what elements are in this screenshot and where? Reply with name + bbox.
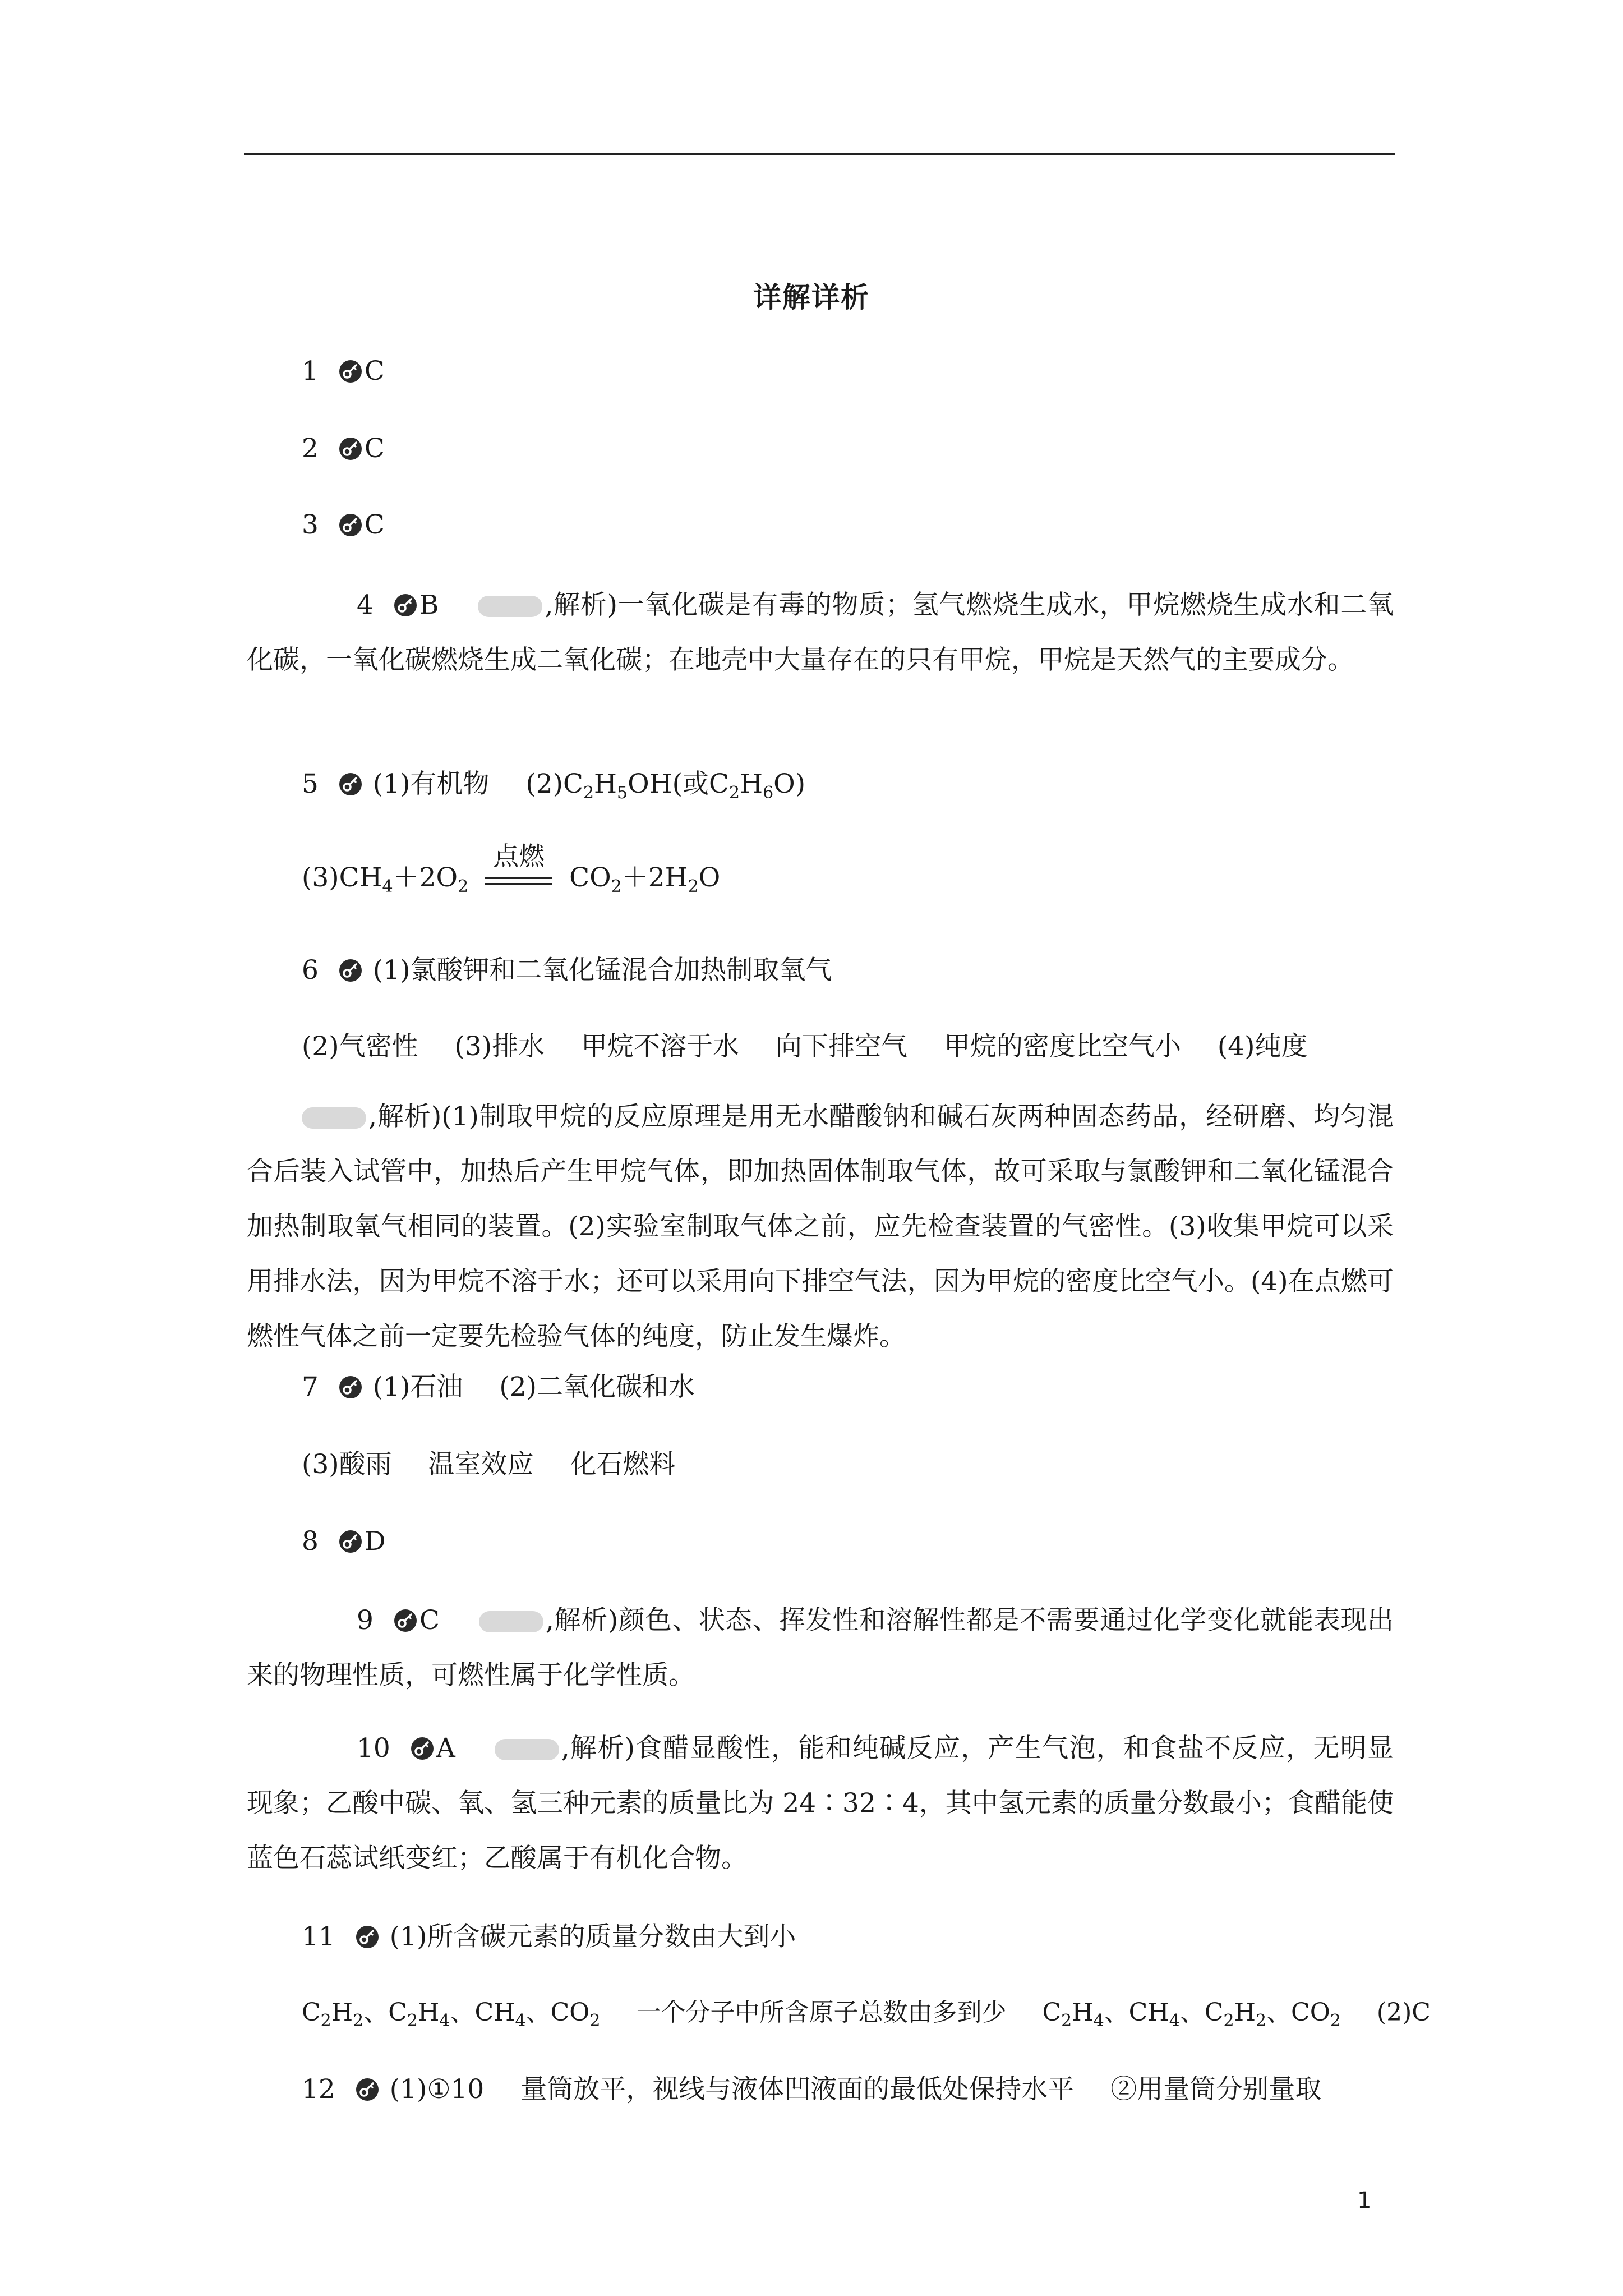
explanation-label: ,解析)	[545, 590, 617, 620]
explanation-tag	[479, 1611, 543, 1632]
key-icon	[356, 2078, 379, 2101]
question-4	[247, 578, 1394, 688]
key-icon	[339, 959, 362, 982]
question-number: 7	[302, 1372, 319, 1402]
question-12: 12 (1)①10 量筒放平，视线与液体凹液面的最低处保持水平 ②用量筒分别量取	[302, 2073, 1321, 2106]
question-number: 5	[302, 769, 319, 799]
answer-letter: B	[419, 590, 439, 620]
explanation-tag	[302, 1107, 366, 1129]
explanation-tag	[495, 1739, 559, 1760]
key-icon	[339, 360, 362, 383]
question-1	[302, 355, 385, 388]
question-2	[302, 432, 385, 466]
key-icon	[411, 1737, 434, 1760]
question-number: 11	[302, 1921, 335, 1952]
question-number: 1	[302, 356, 319, 386]
question-9	[247, 1593, 1394, 1703]
explanation-text: 颜色、状态、挥发性和溶解性都是不需要通过化学变化就能表现出来的物理性质，可燃性属于化学性质。	[247, 1605, 1394, 1691]
key-icon	[339, 437, 362, 461]
explanation-text: (1)制取甲烷的反应原理是用无水醋酸钠和碱石灰两种固态药品，经研磨、均匀混合后装入试管中，加热后产生甲烷气体，即加热固体制取气体，故可采取与氯酸钾和二氧化锰混合加热制取氧气相同的装置。(2)实验室制取气体之前，应先检查装置的气密性。(3)收集甲烷可以采用排水法，因为甲烷不溶于水；还可以采用向下排空气法，因为甲烷的密度比空气小。(4)在点燃可燃性气体之前一定要先检验气体的纯度，防止发生爆炸。	[247, 1101, 1394, 1352]
key-icon	[394, 1609, 417, 1632]
question-6	[302, 954, 832, 987]
answer-letter: C	[364, 509, 385, 540]
explanation-label: ,解析)	[561, 1733, 635, 1764]
reaction-equation: $(3)CH_4+2O_2$ 点燃 $CO_2+2H_2O$	[302, 841, 721, 896]
key-icon	[394, 593, 417, 617]
question-number: 6	[302, 955, 319, 986]
question-number: 4	[357, 590, 374, 620]
question-3	[302, 508, 385, 542]
question-10	[247, 1721, 1394, 1886]
formula-list-1: $C_2H_2$、$C_2H_4$、$CH_4$、$CO_2$	[302, 1998, 601, 2031]
explanation-text: 食醋显酸性，能和纯碱反应，产生气泡，和食盐不反应，无明显现象；乙酸中碳、氧、氢三种元素的质量比为 24∶32∶4，其中氢元素的质量分数最小；食醋能使蓝色石蕊试纸变红；乙酸属于有机化合物。	[247, 1733, 1394, 1874]
question-11-answers	[302, 1996, 1431, 2030]
key-icon	[339, 772, 362, 796]
formula-list-2: $C_2H_4$、$CH_4$、$C_2H_2$、$CO_2$	[1042, 1998, 1341, 2031]
header-rule	[244, 153, 1395, 155]
answer-part-1: (1)所含碳元素的质量分数由大到小	[389, 1921, 796, 1952]
explanation-text: 一氧化碳是有毒的物质；氢气燃烧生成水，甲烷燃烧生成水和二氧化碳，一氧化碳燃烧生成二氧化碳；在地壳中大量存在的只有甲烷，甲烷是天然气的主要成分。	[247, 590, 1394, 675]
answer-letter: A	[436, 1733, 455, 1764]
answer-part-2: $(2)C_2H_5OH$(或$C_2H_6O$)	[525, 769, 806, 803]
question-5	[302, 767, 805, 801]
question-number: 9	[357, 1605, 374, 1636]
answer-letter: C	[364, 356, 385, 386]
question-number: 3	[302, 509, 319, 540]
question-7-answers: (3)酸雨 温室效应 化石燃料	[302, 1449, 676, 1480]
answer-part-1: (1)氯酸钾和二氧化锰混合加热制取氧气	[372, 955, 832, 986]
key-icon	[339, 1375, 362, 1399]
explanation-label: ,解析)	[368, 1101, 442, 1132]
answer-letter: C	[364, 433, 385, 464]
key-icon	[339, 1530, 362, 1553]
answer-part-1: (1)有机物	[372, 769, 490, 799]
question-number: 8	[302, 1526, 319, 1557]
key-icon	[356, 1925, 379, 1949]
question-number: 2	[302, 433, 319, 464]
explanation-tag	[478, 596, 542, 617]
question-number: 12	[302, 2074, 335, 2105]
answer-part-2: (2)C	[1376, 1998, 1431, 2027]
reaction-condition: 点燃	[485, 863, 552, 896]
question-6-answers: (2)气密性 (3)排水 甲烷不溶于水 向下排空气 甲烷的密度比空气小 (4)纯度	[302, 1031, 1308, 1062]
question-7: 7 (1)石油 (2)二氧化碳和水	[302, 1370, 695, 1404]
question-6-explanation	[247, 1089, 1394, 1364]
page-number: 1	[1357, 2188, 1372, 2214]
question-number: 10	[357, 1733, 390, 1764]
ordering-rule: 一个分子中所含原子总数由多到少	[636, 1998, 1007, 2027]
question-8	[302, 1525, 386, 1558]
key-icon	[339, 513, 362, 537]
answer-letter: C	[419, 1605, 440, 1636]
explanation-label: ,解析)	[545, 1605, 619, 1636]
question-11	[302, 1920, 796, 1954]
page-title: 详解详析	[753, 280, 870, 314]
answer-letter: D	[364, 1526, 386, 1557]
